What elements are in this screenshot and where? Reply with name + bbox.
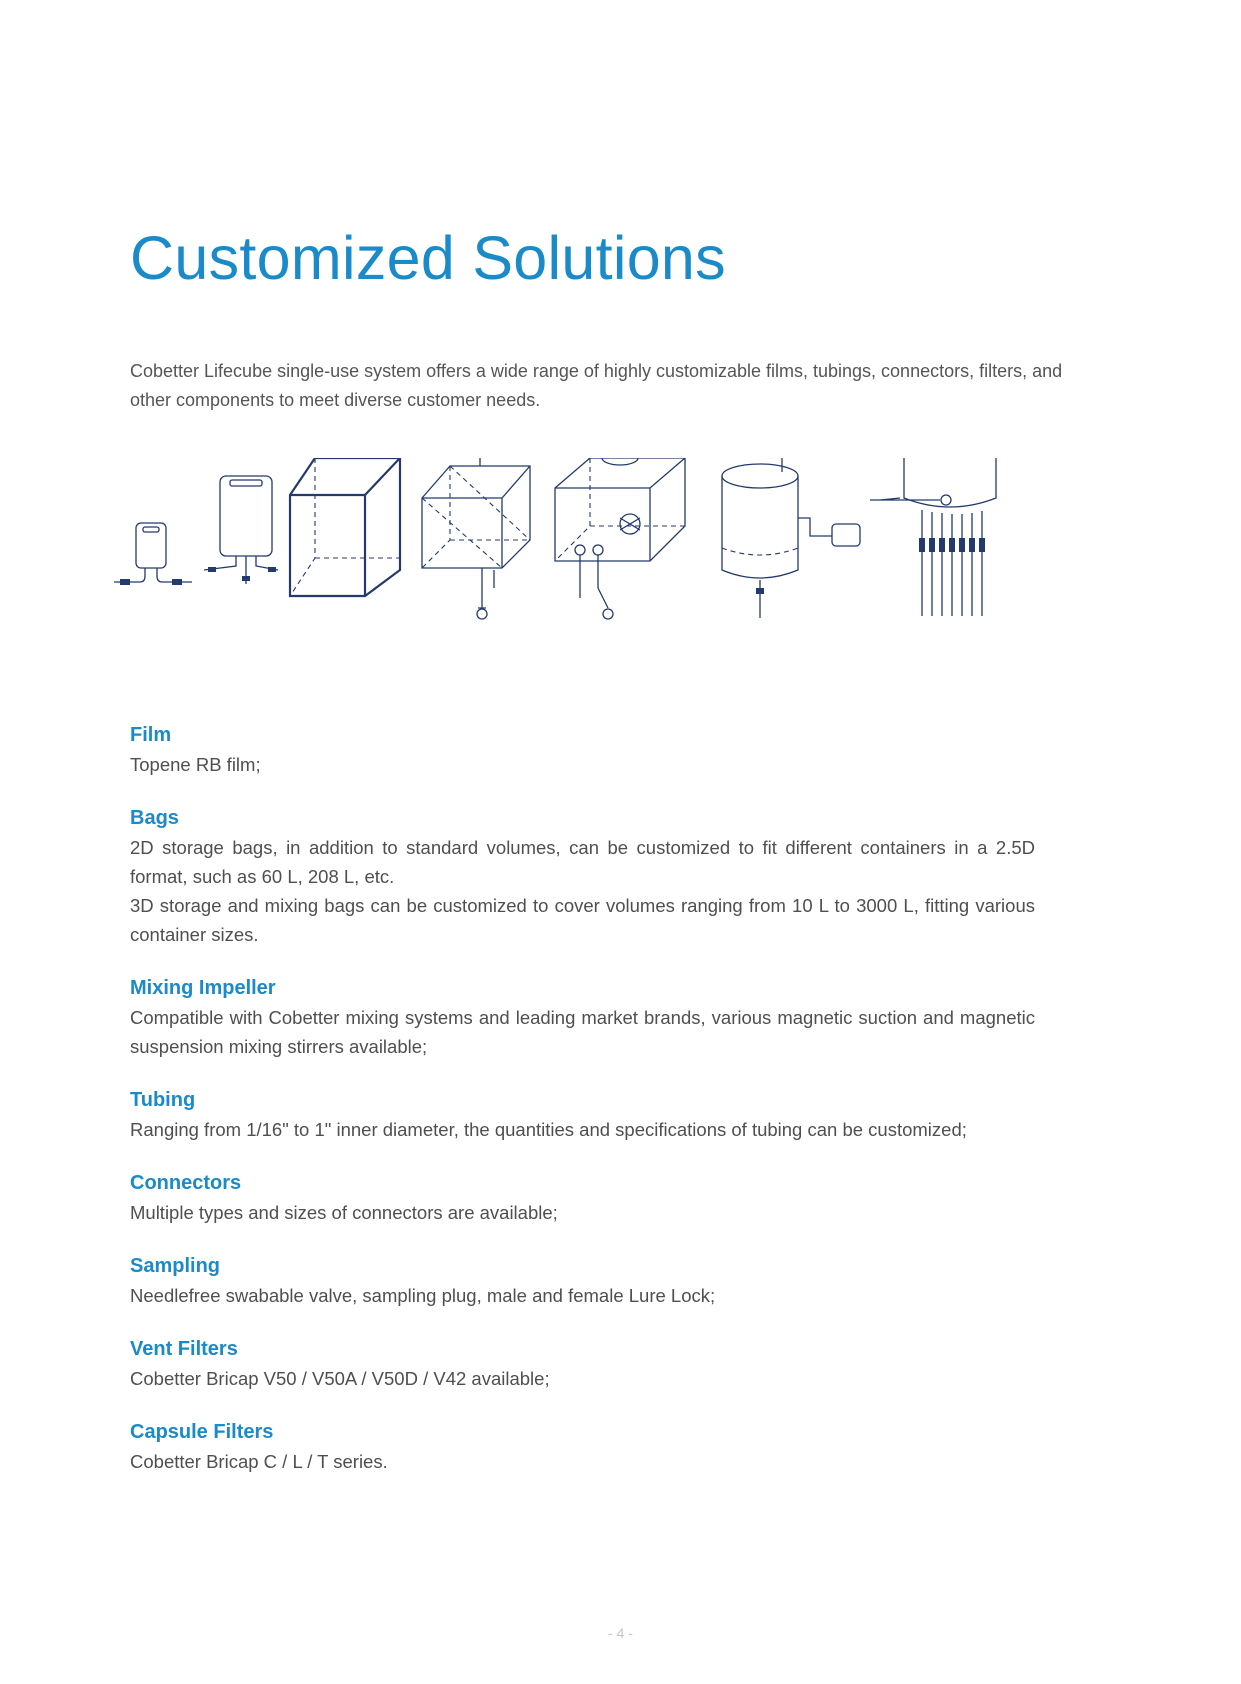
section-text: Cobetter Bricap V50 / V50A / V50D / V42 available; xyxy=(130,1368,550,1389)
page-title: Customized Solutions xyxy=(130,224,726,292)
section-heading: Connectors xyxy=(130,1172,242,1194)
section-heading: Tubing xyxy=(130,1089,196,1111)
section-heading: Capsule Filters xyxy=(130,1421,274,1443)
section-tubing xyxy=(130,1085,1035,1144)
3d-bag-impeller-icon xyxy=(555,458,710,619)
section-text: Multiple types and sizes of connectors are available; xyxy=(130,1202,558,1223)
section-heading: Sampling xyxy=(130,1255,221,1277)
small-2d-bag-icon xyxy=(114,523,192,585)
section-heading: Mixing Impeller xyxy=(130,977,276,999)
section-vent-filters xyxy=(130,1334,1035,1393)
section-bags xyxy=(130,803,1035,949)
section-text: Needlefree swabable valve, sampling plug, male and female Lure Lock; xyxy=(130,1285,716,1306)
component-sections xyxy=(130,720,1035,1500)
section-sampling xyxy=(130,1251,1035,1310)
3d-mixing-bag-icon xyxy=(422,458,530,619)
section-text: 3D storage and mixing bags can be customized to cover volumes ranging from 10 L to 3000 L, fitting various container sizes. xyxy=(130,895,1035,945)
section-heading: Bags xyxy=(130,807,179,829)
section-capsule-filters xyxy=(130,1417,1035,1476)
cylindrical-bag-icon xyxy=(722,458,860,618)
section-heading: Vent Filters xyxy=(130,1338,238,1360)
product-illustrations xyxy=(110,458,1090,666)
3d-bag-cube-icon xyxy=(290,458,400,596)
2d-storage-bag-icon xyxy=(204,476,278,584)
section-text: Compatible with Cobetter mixing systems and leading market brands, various magnetic suction and magnetic suspension mixing stirrers available; xyxy=(130,1007,1035,1057)
page-number: - 4 - xyxy=(608,1625,633,1641)
intro-paragraph: Cobetter Lifecube single-use system offers a wide range of highly customizable films, tubings, connectors, filters, and other components to meet diverse customer needs. xyxy=(130,361,1063,410)
section-heading: Film xyxy=(130,724,172,746)
section-text: Ranging from 1/16" to 1" inner diameter, the quantities and specifications of tubing can be customized; xyxy=(130,1119,967,1140)
section-film xyxy=(130,720,1035,779)
manifold-bag-icon xyxy=(870,458,1000,616)
section-text: Cobetter Bricap C / L / T series. xyxy=(130,1451,388,1472)
section-mixing-impeller xyxy=(130,973,1035,1061)
section-connectors xyxy=(130,1168,1035,1227)
section-text: Topene RB film; xyxy=(130,754,261,775)
section-text: 2D storage bags, in addition to standard volumes, can be customized to fit different containers in a 2.5D format, such as 60 L, 208 L, etc. xyxy=(130,837,1035,887)
